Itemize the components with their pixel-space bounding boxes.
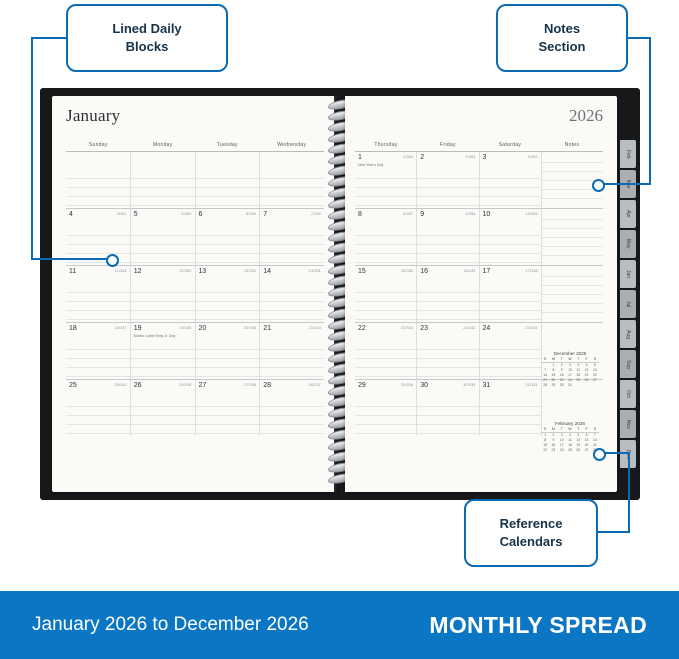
callout-line-1: Reference: [499, 516, 563, 532]
callout-lined-daily-blocks: [66, 4, 228, 72]
day-number: 6: [198, 211, 203, 218]
reference-calendar-december-2025: [541, 351, 599, 388]
mini-day: 2: [560, 363, 563, 367]
mini-day: 1: [552, 363, 555, 367]
day-number: 30: [420, 382, 429, 389]
leader-endpoint-notes: [592, 179, 605, 192]
day-number: 7: [263, 211, 268, 218]
month-tab-aug[interactable]: Aug: [620, 320, 636, 348]
day-cell[interactable]: [417, 323, 479, 379]
mini-dow: S: [541, 357, 549, 363]
mini-day: [591, 383, 599, 388]
reference-calendar-title: February 2026: [555, 421, 585, 426]
mini-day: 13: [592, 368, 597, 372]
mini-day: 13: [584, 438, 589, 442]
lined-block: [355, 341, 416, 377]
week-row: [355, 209, 603, 266]
day-ordinal: 14/351: [308, 269, 321, 273]
day-number: 8: [358, 211, 362, 218]
week-row: [66, 323, 324, 380]
lined-block: [417, 398, 478, 434]
day-number: 25: [69, 382, 77, 389]
mini-day: 10: [559, 438, 564, 442]
day-header-friday: Friday: [440, 142, 456, 148]
mini-day: 4: [577, 363, 580, 367]
mini-day: 22: [551, 378, 556, 382]
day-cell[interactable]: [131, 266, 196, 322]
lined-block: [355, 284, 416, 320]
day-ordinal: 19/346: [179, 326, 192, 330]
day-cell[interactable]: [66, 380, 131, 436]
day-number: 4: [69, 211, 73, 218]
leader-endpoint-lined-daily: [106, 254, 119, 267]
day-ordinal: 10/355: [525, 212, 538, 216]
month-tab-oct[interactable]: Oct: [620, 380, 636, 408]
day-number: 3: [482, 154, 487, 161]
day-number: 15: [358, 268, 366, 275]
lined-block: [417, 170, 478, 206]
mini-day: 30: [559, 383, 564, 387]
day-header-tuesday: Tuesday: [216, 142, 238, 148]
mini-dow: T: [558, 357, 566, 363]
day-cell[interactable]: [260, 380, 324, 436]
day-ordinal: 8/357: [403, 212, 414, 216]
month-tab-feb[interactable]: Feb: [620, 140, 636, 168]
mini-day: 21: [592, 443, 597, 447]
day-number: 27: [198, 382, 207, 389]
day-cell[interactable]: [131, 152, 196, 208]
lined-block: [260, 284, 324, 320]
mini-day: 7: [593, 433, 596, 437]
day-ordinal: 20/345: [244, 326, 257, 330]
lined-block: [355, 398, 416, 434]
lined-block: [131, 398, 195, 434]
mini-day: 24: [559, 448, 564, 452]
mini-day: 20: [592, 373, 597, 377]
leader-endpoint-reference: [593, 448, 606, 461]
day-cell[interactable]: [355, 323, 417, 379]
day-ordinal: 1/364: [403, 155, 414, 159]
mini-day: 26: [584, 378, 589, 382]
callout-line-1: Notes: [543, 21, 581, 37]
mini-dow: F: [582, 357, 590, 363]
callout-line-1: Lined Daily: [112, 21, 182, 37]
mini-day: 12: [576, 438, 581, 442]
day-ordinal: 16/349: [463, 269, 476, 273]
mini-day: 24: [568, 378, 572, 382]
day-ordinal: 23/342: [463, 326, 476, 330]
week-row: [66, 266, 324, 323]
leader-line-lined-daily-bottom: [31, 258, 111, 260]
mini-day: 6: [593, 363, 596, 367]
day-event: Martin Luther King Jr. Day: [133, 334, 176, 338]
callout-reference-calendars-text: [484, 515, 579, 550]
day-cell[interactable]: [196, 323, 261, 379]
day-ordinal: 28/337: [308, 383, 321, 387]
leader-line-notes-vertical: [649, 37, 651, 185]
callout-reference-calendars: [464, 499, 598, 567]
planner-page-left: [52, 96, 334, 492]
leader-line-ref-vertical: [628, 452, 630, 531]
month-tab-jun[interactable]: Jun: [620, 260, 636, 288]
lined-block: [355, 170, 416, 206]
reference-calendar-grid: [541, 357, 599, 388]
notes-cell[interactable]: [542, 209, 603, 265]
mini-day: 16: [559, 373, 564, 377]
mini-day: 4: [569, 433, 571, 437]
day-ordinal: 13/352: [244, 269, 257, 273]
day-ordinal: 2/363: [465, 155, 476, 159]
mini-dow: S: [591, 427, 599, 433]
lined-block: [196, 398, 260, 434]
leader-line-ref-bottom: [594, 531, 630, 533]
day-ordinal: 12/353: [179, 269, 192, 273]
month-tab-sep[interactable]: Sep: [620, 350, 636, 378]
callout-notes-section: [496, 4, 628, 72]
mini-day: [582, 383, 590, 388]
mini-day: 1: [544, 433, 547, 437]
lined-block: [131, 170, 195, 206]
day-cell[interactable]: [355, 266, 417, 322]
mini-day: 23: [559, 378, 564, 382]
day-cell[interactable]: [417, 380, 479, 436]
day-cell[interactable]: [355, 209, 417, 265]
reference-calendar-grid: [541, 427, 599, 453]
lined-block: [196, 284, 260, 320]
lined-block: [260, 170, 324, 206]
day-cell[interactable]: [355, 380, 417, 436]
mini-day: 26: [576, 448, 581, 452]
callout-line-2: Blocks: [125, 39, 169, 54]
lined-block: [355, 227, 416, 263]
day-cell[interactable]: [196, 266, 261, 322]
mini-day: 9: [560, 368, 563, 372]
lined-block: [417, 341, 478, 377]
callout-lined-daily-blocks-text: [96, 20, 197, 55]
week-row: [66, 380, 324, 436]
day-header-notes: Notes: [564, 142, 580, 148]
mini-dow: T: [558, 427, 566, 433]
day-cell[interactable]: [480, 380, 542, 436]
mini-day: 27: [584, 448, 589, 452]
mini-dow: S: [541, 427, 549, 433]
day-header-row-right: [355, 142, 603, 152]
day-ordinal: 22/343: [401, 326, 414, 330]
leader-line-lined-daily-vertical: [31, 37, 33, 260]
mini-dow: F: [582, 427, 590, 433]
day-cell[interactable]: [66, 323, 131, 379]
day-header-thursday: Thursday: [374, 142, 398, 148]
mini-day: 15: [551, 373, 556, 377]
month-tab-dec[interactable]: Dec: [620, 440, 636, 468]
day-ordinal: 25/340: [114, 383, 127, 387]
notes-cell[interactable]: [542, 266, 603, 322]
mini-day: 27: [592, 378, 597, 382]
day-ordinal: 21/344: [308, 326, 321, 330]
callout-line-2: Section: [538, 39, 586, 54]
day-cell[interactable]: [66, 209, 131, 265]
mini-day: 9: [552, 438, 555, 442]
day-number: 17: [482, 268, 491, 275]
day-cell[interactable]: [480, 323, 542, 379]
day-ordinal: 9/356: [465, 212, 476, 216]
day-cell[interactable]: [66, 266, 131, 322]
mini-day: 8: [544, 438, 547, 442]
lined-block: [480, 398, 541, 434]
day-ordinal: 5/360: [181, 212, 192, 216]
day-number: 11: [69, 268, 77, 275]
lined-block: [480, 341, 541, 377]
banner-title: MONTHLY SPREAD: [429, 611, 647, 638]
day-ordinal: 15/350: [401, 269, 414, 273]
lined-block: [196, 170, 260, 206]
mini-dow: T: [574, 427, 582, 433]
day-number: 5: [133, 211, 138, 218]
day-event: New Year's Day: [358, 163, 384, 167]
mini-day: 2: [552, 433, 555, 437]
reference-calendar-february-2026: [541, 421, 599, 453]
mini-dow: M: [549, 427, 557, 433]
day-cell[interactable]: [260, 266, 324, 322]
day-number: 2: [420, 154, 425, 161]
day-number: 28: [263, 382, 272, 389]
lined-block: [260, 398, 324, 434]
day-ordinal: 26/339: [179, 383, 192, 387]
day-number: 16: [420, 268, 429, 275]
day-cell[interactable]: [260, 209, 324, 265]
month-tab-nov[interactable]: Nov: [620, 410, 636, 438]
mini-day: 15: [543, 443, 548, 447]
day-ordinal: 11/354: [114, 269, 127, 273]
day-number: 21: [263, 325, 272, 332]
mini-day: 11: [576, 368, 581, 372]
mini-day: 21: [543, 378, 548, 382]
mini-dow: M: [549, 357, 557, 363]
day-ordinal: 6/359: [246, 212, 257, 216]
day-number: 26: [133, 382, 142, 389]
page-title-month: January: [66, 106, 121, 125]
day-number: 20: [198, 325, 207, 332]
day-cell[interactable]: [196, 380, 261, 436]
week-row: [355, 152, 603, 209]
callout-notes-section-text: [523, 20, 602, 55]
lined-block: [131, 341, 195, 377]
planner-photo: [40, 88, 640, 500]
day-ordinal: 29/336: [401, 383, 414, 387]
mini-day: 25: [576, 378, 581, 382]
day-cell[interactable]: [131, 323, 196, 379]
day-cell[interactable]: [417, 152, 479, 208]
day-ordinal: 24/341: [525, 326, 538, 330]
day-ordinal: 30/335: [463, 383, 476, 387]
planner-page-right: [345, 96, 617, 492]
notes-lines: [542, 268, 603, 320]
day-number: 1: [358, 154, 362, 161]
mini-dow: W: [566, 427, 574, 433]
day-cell[interactable]: [480, 152, 542, 208]
day-number: 14: [263, 268, 272, 275]
mini-day: 17: [559, 443, 564, 447]
banner-date-range: January 2026 to December 2026: [32, 614, 309, 635]
month-tab-mar[interactable]: Mar: [620, 170, 636, 198]
mini-day: 5: [577, 433, 580, 437]
lined-block: [66, 170, 130, 206]
calendar-weeks-left: [66, 152, 324, 436]
mini-day: 18: [568, 443, 572, 447]
mini-day: 14: [543, 373, 548, 377]
lined-block: [480, 227, 541, 263]
day-cell[interactable]: [131, 209, 196, 265]
day-number: 18: [69, 325, 77, 332]
day-cell[interactable]: [417, 266, 479, 322]
day-header-row-left: [66, 142, 324, 152]
day-ordinal: 4/361: [116, 212, 127, 216]
mini-day: 3: [560, 433, 563, 437]
mini-day: 22: [543, 448, 548, 452]
day-number: 29: [358, 382, 366, 389]
lined-block: [260, 341, 324, 377]
mini-day: 5: [585, 363, 588, 367]
mini-day: 19: [576, 443, 581, 447]
reference-calendar-title: December 2025: [553, 351, 587, 356]
day-cell[interactable]: [355, 152, 417, 208]
day-number: 23: [420, 325, 429, 332]
day-cell[interactable]: [196, 209, 261, 265]
month-tab-jul[interactable]: Jul: [620, 290, 636, 318]
lined-block: [66, 398, 130, 434]
day-header-saturday: Saturday: [498, 142, 522, 148]
lined-block: [417, 227, 478, 263]
lined-block: [480, 284, 541, 320]
lined-block: [196, 341, 260, 377]
day-number: 9: [420, 211, 425, 218]
mini-day: 31: [568, 383, 572, 387]
mini-day: 3: [569, 363, 571, 367]
day-cell[interactable]: [66, 152, 131, 208]
mini-day: 25: [568, 448, 572, 452]
mini-day: 17: [568, 373, 572, 377]
lined-block: [260, 227, 324, 263]
calendar-weeks-right: [355, 152, 603, 436]
mini-day: 19: [584, 373, 589, 377]
day-header-wednesday: Wednesday: [277, 142, 307, 148]
day-number: 22: [358, 325, 366, 332]
callout-line-2: Calendars: [499, 534, 563, 549]
lined-block: [66, 341, 130, 377]
day-number: 10: [482, 211, 491, 218]
lined-block: [66, 284, 130, 320]
mini-day: 10: [568, 368, 572, 372]
bottom-banner: [0, 591, 679, 659]
leader-line-lined-daily-top: [31, 37, 66, 39]
day-cell[interactable]: [196, 152, 261, 208]
mini-day: 29: [551, 383, 556, 387]
week-row: [355, 266, 603, 323]
lined-block: [131, 227, 195, 263]
notes-lines: [542, 211, 603, 263]
day-ordinal: 17/348: [525, 269, 538, 273]
day-number: 13: [198, 268, 207, 275]
lined-block: [480, 170, 541, 206]
month-index-tabs[interactable]: [620, 140, 636, 470]
mini-day: 8: [552, 368, 555, 372]
day-header-sunday: Sunday: [88, 142, 108, 148]
day-number: 31: [482, 382, 491, 389]
mini-day: [574, 383, 582, 388]
mini-day: 18: [576, 373, 581, 377]
page-title-year: 2026: [569, 106, 603, 125]
mini-day: 12: [584, 368, 589, 372]
day-ordinal: 7/358: [311, 212, 321, 216]
mini-day: 28: [543, 383, 548, 387]
day-ordinal: 27/338: [244, 383, 257, 387]
leader-line-notes-top: [624, 37, 651, 39]
lined-block: [131, 284, 195, 320]
day-number: 12: [133, 268, 142, 275]
day-cell[interactable]: [417, 209, 479, 265]
month-tab-may[interactable]: May: [620, 230, 636, 258]
day-header-monday: Monday: [152, 142, 173, 148]
mini-day: 23: [551, 448, 556, 452]
day-cell[interactable]: [260, 323, 324, 379]
day-number: 24: [482, 325, 491, 332]
mini-day: 16: [551, 443, 556, 447]
mini-dow: S: [591, 357, 599, 363]
mini-day: 11: [568, 438, 572, 442]
day-cell[interactable]: [480, 266, 542, 322]
mini-dow: T: [574, 357, 582, 363]
mini-day: 20: [584, 443, 589, 447]
day-number: 19: [133, 325, 142, 332]
mini-day: 14: [592, 438, 597, 442]
day-ordinal: 31/334: [525, 383, 538, 387]
day-cell[interactable]: [480, 209, 542, 265]
day-ordinal: 18/347: [114, 326, 127, 330]
mini-dow: W: [566, 357, 574, 363]
mini-day: 7: [544, 368, 547, 372]
day-cell[interactable]: [260, 152, 324, 208]
lined-block: [417, 284, 478, 320]
lined-block: [196, 227, 260, 263]
mini-day: 6: [585, 433, 588, 437]
week-row: [66, 152, 324, 209]
day-cell[interactable]: [131, 380, 196, 436]
month-tab-apr[interactable]: Apr: [620, 200, 636, 228]
day-ordinal: 3/362: [527, 155, 538, 159]
